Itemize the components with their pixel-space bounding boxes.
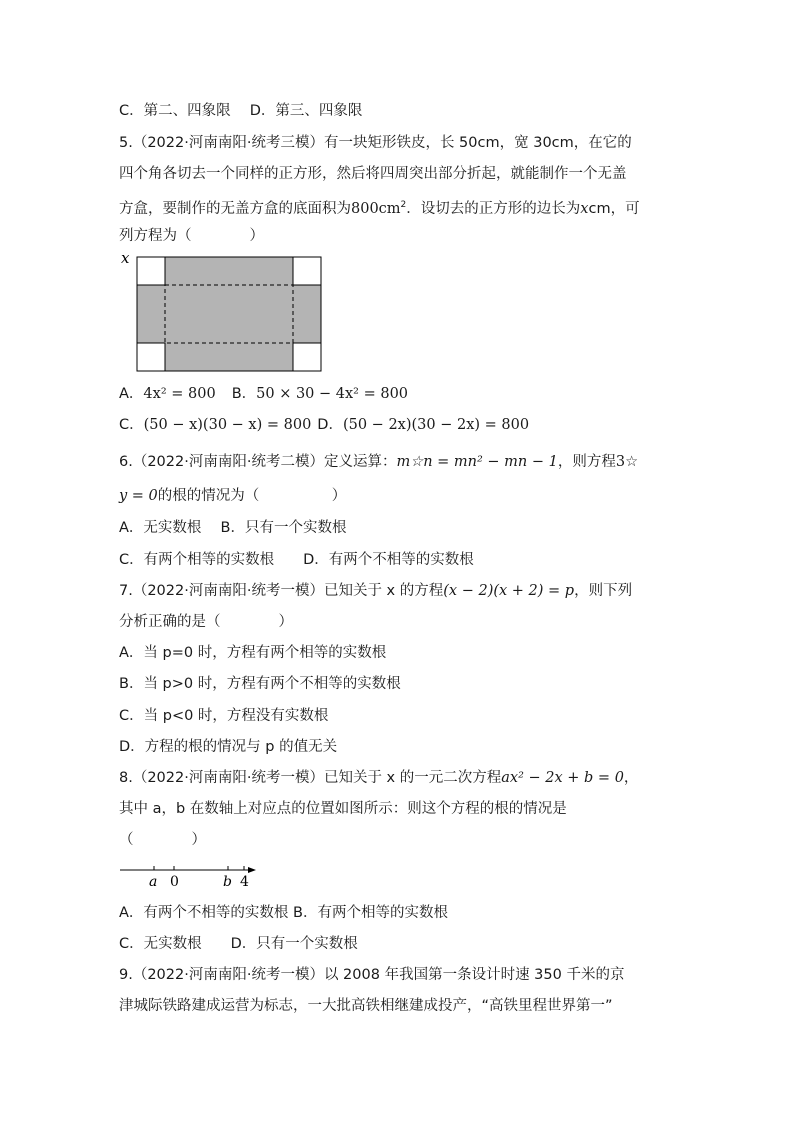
q8-line-1 [119,768,638,788]
q6-equation: y = 0 [119,488,158,504]
q8-label-4: 4 [240,874,249,890]
q5-option-a-label: A． [119,386,144,402]
q5-area-value: 800cm [351,200,401,217]
q5-option-d: (50 − 2x)(30 − 2x) = 800 [342,417,530,433]
q6-line-1-text-c: 3☆ [615,454,639,470]
q5-variable-x: x [580,200,589,217]
q8-label-b: b [223,874,232,890]
q5-figure-x-label: x [121,249,130,267]
q5-line-3-text-a: 方盒，要制作的无盖方盒的底面积为 [119,200,351,217]
q5-corner-square-tl [137,257,165,285]
q8-options-ab: A．有两个不相等的实数根 B．有两个相等的实数根 [119,905,448,921]
q8-label-a: a [149,874,158,890]
q8-label-0: 0 [170,874,179,890]
q6-line-1 [119,452,638,472]
q6-options-cd: C．有两个相等的实数根 D．有两个不相等的实数根 [119,552,474,568]
q5-line-1: 5.（2022·河南南阳·统考三模）有一块矩形铁皮，长 50cm，宽 30cm，在它的 [119,135,632,151]
q5-options-ab [119,384,408,404]
q6-line-2-text: 的根的情况为（ ） [157,488,347,504]
q6-options-ab: A．无实数根 B．只有一个实数根 [119,520,347,536]
q5-line-3 [119,195,640,219]
q5-line-3-text-b: ．设切去的正方形的边长为 [406,200,581,217]
q5-corner-square-tr [293,257,321,285]
q8-number-line [118,860,258,894]
q5-line-3-unit: cm，可 [588,200,640,217]
q8-equation: ax² − 2x + b = 0 [501,770,624,786]
q7-equation: (x − 2)(x + 2) = p [443,583,575,599]
q8-axis-arrow [248,867,256,873]
q7-line-2: 分析正确的是（ ） [119,614,293,630]
q5-option-c-label: C． [119,417,144,433]
q8-options-cd: C．无实数根 D．只有一个实数根 [119,936,358,952]
q5-options-cd [119,415,529,435]
q6-line-2 [119,486,346,506]
q7-option-d: D．方程的根的情况与 p 的值无关 [119,739,338,755]
q7-option-b: B．当 p>0 时，方程有两个不相等的实数根 [119,676,401,692]
q5-option-b-label: B． [231,386,257,402]
q9-line-1: 9.（2022·河南南阳·统考一模）以 2008 年我国第一条设计时速 350 千米的京 [119,967,625,983]
q8-line-3: （ ） [119,832,206,848]
q8-line-1-text-a: 8.（2022·河南南阳·统考一模）已知关于 x 的一元二次方程 [119,770,502,786]
q5-corner-square-br [293,343,321,371]
q5-option-d-label: D． [317,417,343,433]
q6-definition: m☆n = mn² − mn − 1 [396,454,558,470]
q6-line-1-text-a: 6.（2022·河南南阳·统考二模）定义运算： [119,454,397,470]
q5-area-exponent: 2 [400,200,407,210]
q5-option-b: 50 × 30 − 4x² = 800 [256,386,409,402]
q8-line-1-text-b: ， [623,770,639,786]
q5-figure [116,249,326,374]
q5-line-2: 四个角各切去一个同样的正方形，然后将四周突出部分折起，就能制作一个无盖 [119,166,627,182]
q7-option-c: C．当 p<0 时，方程没有实数根 [119,708,329,724]
q5-corner-square-bl [137,343,165,371]
q5-option-c: (50 − x)(30 − x) = 800 [143,417,312,433]
q7-line-1-text-a: 7.（2022·河南南阳·统考一模）已知关于 x 的方程 [119,583,444,599]
q4-options-cd: C．第二、四象限 D．第三、四象限 [119,103,363,119]
q5-line-4: 列方程为（ ） [119,228,264,244]
q7-line-1 [119,581,632,601]
q9-line-2: 津城际铁路建成运营为标志，一大批高铁相继建成投产，“高铁里程世界第一” [119,998,613,1014]
q5-option-a: 4x² = 800 [143,386,216,402]
q7-line-1-text-b: ，则下列 [574,583,633,599]
q8-line-2: 其中 a，b 在数轴上对应点的位置如图所示：则这个方程的根的情况是 [119,801,567,817]
q6-line-1-text-b: ，则方程 [557,454,616,470]
q7-option-a: A．当 p=0 时，方程有两个相等的实数根 [119,645,387,661]
